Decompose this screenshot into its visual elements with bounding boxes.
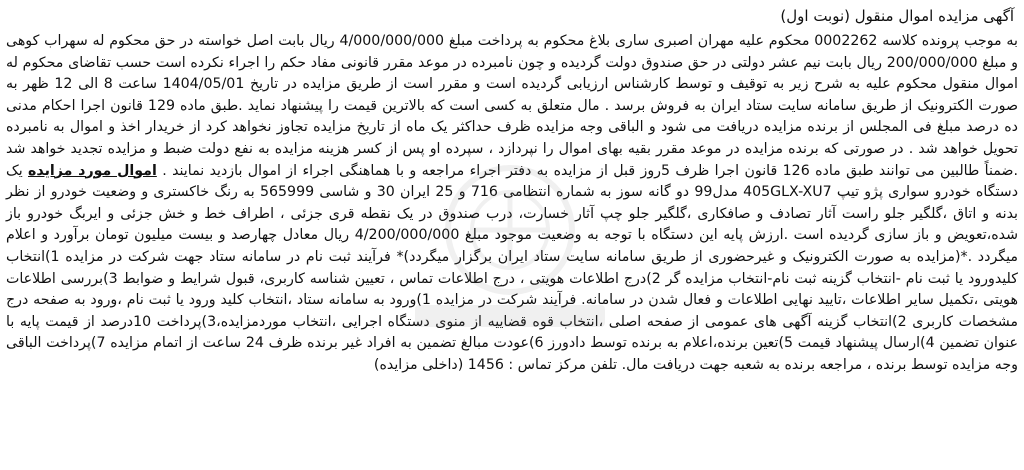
notice-body-part2: یک دستگاه خودرو سواری پژو تیپ 405GLX-XU7 مدل99 دو گانه سوز به شماره انتظامی 716 و 25 ایران 30 و شاسی 565999 به رنگ خاکستری و وضعیت خودرو از نظر بدنه و اتاق ،گلگیر جلو راست آثار تصادف و صافکاری ،گلگیر جلو چپ آثار خسارت، درب صندوق در یک نقطه قری جزئی ، اطراف خط و خش جزئی و ایربگ خودرو باز شده،تعویض و باز سازی گردیده است .ارزش پایه این دستگاه با توجه به وضعیت موجود مبلغ 4/200/000/000 ریال معادل چهارصد و بیست میلیون تومان برآورد و اعلام میگردد .*(مزایده به صورت الکترونیک و غیرحضوری از طریق سامانه سایت ستاد ایران برگزار میگردد)* فرآیند ثبت نام در سامانه ستاد جهت شرکت در مزایده 1)انتخاب کلیدورود یا ثبت نام -انتخاب گزینه ثبت نام-انتخاب مزایده گر 2)درج اطلاعات هویتی ، درج اطلاعات تماس ، تعیین شناسه کاربری، قبول شرایط و ضوابط 3)بررسی اطلاعات هویتی ،تکمیل سایر اطلاعات ،تایید نهایی اطلاعات و فعال شدن در سامانه. فرآیند شرکت در مزایده 1)ورود به سامانه ستاد ،انتخاب کلید ورود یا ثبت نام ،ورود به صفحه درج مشخصات کاربری 2)انتخاب گزینه آگهی های عمومی از صفحه اصلی ،انتخاب قوه قضاییه از منوی دستگاه اجرایی ،انتخاب موردمزایده،3)پرداخت 10درصد از قیمت پایه با عنوان تضمین 4)ارسال پیشنهاد قیمت 5)تعین برنده،اعلام به برنده توسط دادورز 6)عودت مبالغ تضمین به افراد غیر برنده ظرف 24 ساعت از اتمام مزایده 7)پرداخت الباقی وجه مزایده توسط برنده ، مراجعه برنده به شعبه جهت دریافت مال. تلفن مرکز تماس : 1456 (داخلی مزایده) <box>6 162 1019 373</box>
notice-body-part1: به موجب پرونده کلاسه 0002262 محکوم علیه مهران اصبری ساری بلاغ محکوم به پرداخت مبلغ 4/000/000/000 ریال بابت اصل خواسته در حق محکوم له سهراب کوهی و مبلغ 200/000/000 ریال بابت نیم عشر دولتی در حق صندوق دولت گردیده و چون نامبرده در موعد مقرر قانونی مفاد حکم را اجراء نکرده است حسب تقاضای محکوم له اموال منقول محکوم علیه به شرح زیر به توقیف و توسط کارشناس ارزیابی گردیده است و مقرر است از طریق مزایده در تاریخ 1404/05/01 ساعت 8 الی 12 ظهر به صورت الکترونیک از طریق سامانه سایت ستاد ایران به فروش برسد . مال متعلق به کسی است که بالاترین قیمت را پیشنهاد نماید .طبق ماده 129 قانون اجرا احکام مدنی ده درصد مبلغ فی المجلس از برنده مزایده دریافت می شود و الباقی وجه مزایده ظرف حداکثر یک ماه از تاریخ مزایده تجاوز نخواهد کرد از خریدار اخذ و اموال به نامبرده تحویل خواهد شد . در صورتی که برنده مزایده در موعد مقرر بقیه بهای اموال را نپردازد ، سپرده او پس از کسر هزینه مزایده به نفع دولت ضبط و مزایده تجدید خواهد شد .ضمناً طالبین می توانند طبق ماده 126 قانون اجرا ظرف 5روز قبل از مزایده به دفتر اجراء مراجعه و با هماهنگی اجراء از اموال بازدید نمایند . <box>6 33 1018 179</box>
notice-body <box>6 31 1018 377</box>
auction-items-heading: اموال مورد مزایده <box>28 162 157 179</box>
notice-title: آگهی مزایده اموال منقول (نوبت اول) <box>780 7 1014 25</box>
